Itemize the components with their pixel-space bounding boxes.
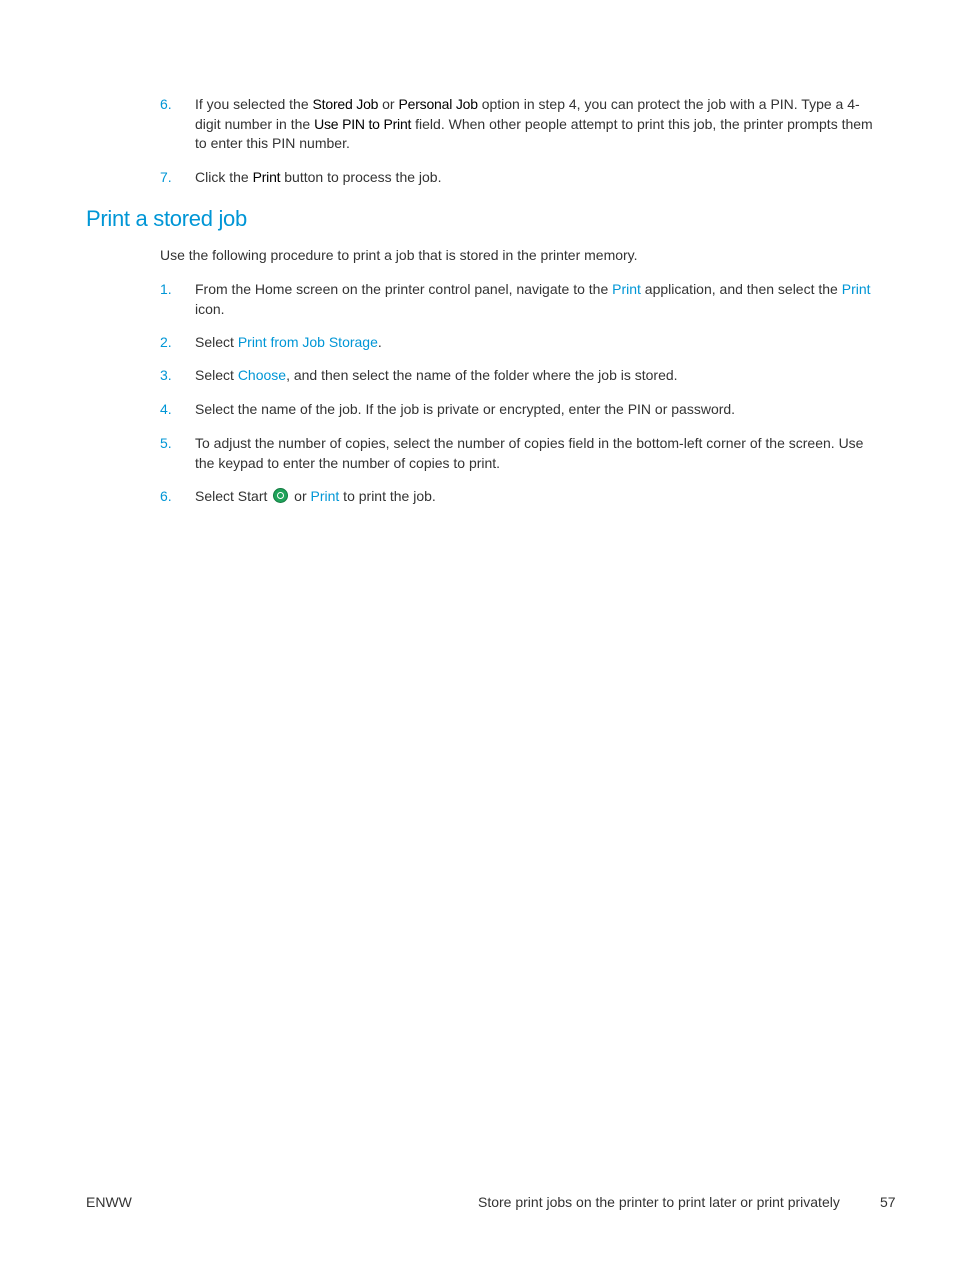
step-number: 2.: [160, 334, 172, 350]
start-icon: [273, 488, 288, 503]
step-text: [195, 366, 880, 386]
text-run: To adjust the number of copies, select the number of copies field in the bottom-left corner of the screen. Use the keypad to enter the number of copies to print.: [195, 435, 864, 471]
text-run: Click the: [195, 169, 253, 185]
footer-left: ENWW: [86, 1194, 132, 1210]
step-number: 4.: [160, 401, 172, 417]
step-1: [160, 280, 880, 319]
text-run: If you selected the: [195, 96, 313, 112]
text-run: , and then select the name of the folder where the job is stored.: [286, 367, 678, 383]
step-text: [195, 400, 880, 420]
text-run: .: [377, 334, 382, 350]
step-6: [160, 487, 880, 507]
page-number: 57: [880, 1194, 896, 1210]
step-text: [195, 487, 880, 507]
text-run: to print the job.: [339, 488, 436, 504]
step-4: [160, 400, 880, 420]
control-panel-term: Print from Job Storage: [237, 334, 378, 350]
section-intro: Use the following procedure to print a job that is stored in the printer memory.: [160, 247, 638, 263]
text-run: field. When other people attempt to print this job, the printer prompts them to enter this PIN number.: [195, 115, 873, 151]
step-number: 1.: [160, 281, 172, 297]
text-run: From the Home screen on the printer control panel, navigate to the: [195, 281, 613, 297]
text-run: icon.: [195, 300, 225, 317]
text-run: Select Start: [195, 488, 272, 504]
top-step-7: [160, 168, 880, 188]
ui-term: Use PIN to Print: [314, 115, 412, 132]
step-text: [195, 280, 880, 319]
step-text: [195, 333, 880, 353]
text-run: or: [378, 96, 399, 112]
text-run: Select: [195, 334, 238, 350]
top-step-6: [160, 95, 880, 154]
control-panel-term: Print: [310, 488, 340, 504]
text-run: Select the name of the job. If the job is private or encrypted, enter the PIN or password.: [195, 401, 736, 417]
section-heading: Print a stored job: [86, 206, 247, 231]
text-run: option in step 4, you can protect the job with a PIN. Type a 4-digit number in the: [195, 96, 860, 132]
text-run: or: [290, 488, 311, 504]
step-5: [160, 434, 880, 473]
ui-term: Personal Job: [398, 96, 478, 112]
text-run: Select: [195, 367, 238, 383]
step-text: [195, 168, 880, 188]
step-number: 7.: [160, 169, 172, 185]
control-panel-term: Print: [841, 281, 871, 297]
step-number: 6.: [160, 96, 172, 112]
ui-term: Stored Job: [312, 96, 379, 112]
step-2: [160, 333, 880, 353]
text-run: button to process the job.: [280, 169, 442, 185]
control-panel-term: Print: [612, 281, 641, 297]
step-3: [160, 366, 880, 386]
text-run: application, and then select the: [640, 281, 842, 297]
step-number: 6.: [160, 488, 172, 504]
step-text: [195, 95, 880, 154]
control-panel-term: Choose: [237, 367, 287, 383]
step-number: 3.: [160, 367, 172, 383]
step-text: [195, 434, 880, 473]
footer-title: Store print jobs on the printer to print later or print privately: [478, 1194, 840, 1210]
step-number: 5.: [160, 435, 172, 451]
ui-term: Print: [252, 169, 281, 185]
